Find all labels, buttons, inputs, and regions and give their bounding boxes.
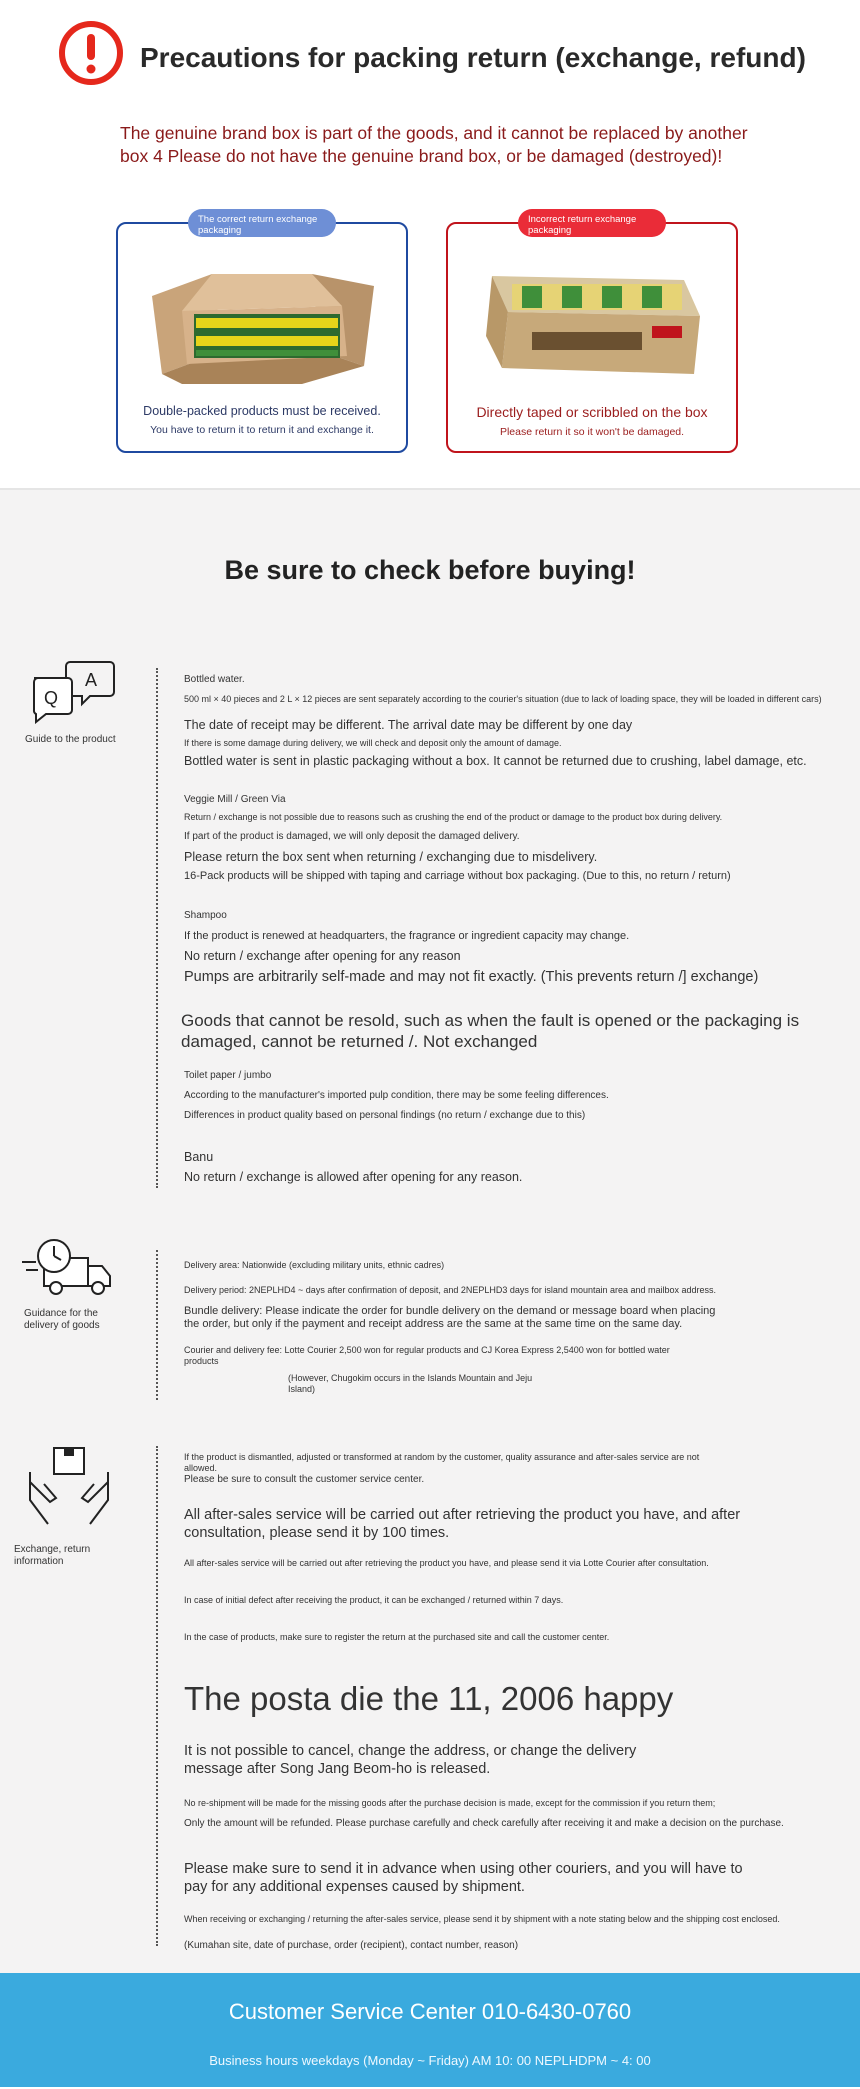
water-line-4: Bottled water is sent in plastic packaging without a box. It cannot be returned due to crushing, label damage, etc. — [184, 754, 807, 768]
product-guide-divider — [156, 668, 158, 1188]
exchange-line-6: In the case of products, make sure to register the return at the purchased site and call the customer center. — [184, 1632, 610, 1642]
delivery-note: (However, Chugokim occurs in the Islands Mountain and Jeju Island) — [288, 1373, 533, 1394]
exchange-divider — [156, 1446, 158, 1946]
delivery-guide-label: Guidance for the delivery of goods — [24, 1308, 100, 1331]
exchange-line-8: No re-shipment will be made for the missing goods after the purchase decision is made, except for the commission if you return them; — [184, 1798, 716, 1808]
exchange-big-heading: The posta die the 11, 2006 happy — [184, 1680, 674, 1717]
exchange-line-2: Please be sure to consult the customer service center. — [184, 1474, 425, 1485]
open-cardboard-box-image — [142, 256, 382, 386]
toilet-paper-title: Toilet paper / jumbo — [184, 1070, 272, 1081]
veggie-line-1: Return / exchange is not possible due to reasons such as crushing the end of the product or damage to the product box during delivery. — [184, 812, 723, 822]
not-resold-notice: Goods that cannot be resold, such as when the fault is opened or the packaging is damaged, cannot be returned /. Not exchanged — [181, 1011, 800, 1051]
incorrect-packaging-pill: Incorrect return exchange packaging — [518, 209, 666, 237]
correct-packaging-caption: Double-packed products must be received. — [143, 404, 381, 418]
water-line-2: The date of receipt may be different. The arrival date may be different by one day — [184, 718, 633, 732]
exchange-line-1: If the product is dismantled, adjusted or transformed at random by the customer, quality assurance and after-sales service are not allowed. — [184, 1452, 700, 1473]
check-before-buying-title: Be sure to check before buying! — [224, 555, 636, 585]
exclamation-warning-icon — [58, 20, 124, 86]
correct-packaging-card — [116, 214, 408, 453]
hands-holding-box-icon — [26, 1442, 112, 1526]
exchange-line-12: (Kumahan site, date of purchase, order (recipient), contact number, reason) — [184, 1940, 519, 1951]
veggie-title: Veggie Mill / Green Via — [184, 794, 286, 805]
correct-packaging-pill: The correct return exchange packaging — [188, 209, 336, 237]
check-before-buying-section — [0, 488, 860, 1973]
veggie-line-3: Please return the box sent when returning / exchanging due to misdelivery. — [184, 850, 598, 864]
exchange-line-9: Only the amount will be refunded. Please purchase carefully and check carefully after receiving it and make a decision on the purchase. — [184, 1818, 784, 1829]
shampoo-line-1: If the product is renewed at headquarters, the fragrance or ingredient capacity may change. — [184, 930, 630, 942]
exchange-line-3: All after-sales service will be carried out after retrieving the product you have, and after consultation, please send it by 100 times. — [184, 1507, 741, 1541]
exchange-line-4: All after-sales service will be carried out after retrieving the product you have, and please send it via Lotte Courier after consultation. — [184, 1558, 709, 1568]
incorrect-packaging-caption: Directly taped or scribbled on the box — [476, 404, 708, 420]
svg-text:A: A — [85, 670, 98, 690]
delivery-divider — [156, 1250, 158, 1400]
exchange-line-5: In case of initial defect after receiving the product, it can be exchanged / returned within 7 days. — [184, 1595, 564, 1605]
precautions-warning-text: The genuine brand box is part of the goods, and it cannot be replaced by another box 4 Please do not have the genuine brand box, or be damaged (destroyed)! — [120, 123, 748, 166]
water-line-1: 500 ml × 40 pieces and 2 L × 12 pieces are sent separately according to the courier's situation (due to lack of loading space, they will be loaded in different cars) — [184, 694, 822, 704]
water-title: Bottled water. — [184, 674, 245, 685]
precautions-section — [0, 0, 860, 488]
precautions-title: Precautions for packing return (exchange, refund) — [140, 42, 806, 73]
bundle-delivery: Bundle delivery: Please indicate the order for bundle delivery on the demand or message board when placing the order, but only if the payment and receipt address are the same at the same time on the same day. — [184, 1305, 716, 1330]
delivery-fee: Courier and delivery fee: Lotte Courier 2,500 won for regular products and CJ Korea Express 2,5400 won for bottled water products — [184, 1345, 670, 1366]
shampoo-line-2: No return / exchange after opening for any reason — [184, 949, 461, 963]
shampoo-title: Shampoo — [184, 910, 227, 921]
veggie-line-2: If part of the product is damaged, we will only deposit the damaged delivery. — [184, 831, 520, 842]
shampoo-line-3: Pumps are arbitrarily self-made and may not fit exactly. (This prevents return /] exchange) — [184, 969, 759, 985]
incorrect-packaging-subcaption: Please return it so it won't be damaged. — [499, 426, 685, 438]
exchange-line-10: Please make sure to send it in advance when using other couriers, and you will have to pay for any additional expenses caused by shipment. — [184, 1861, 743, 1895]
taped-box-image — [472, 256, 712, 386]
business-hours: Business hours weekdays (Monday ~ Friday) AM 10: 00 NEPLHDPM ~ 4: 00 — [209, 2053, 651, 2068]
veggie-line-4: 16-Pack products will be shipped with taping and carriage without box packaging. (Due to this, no return / return) — [184, 870, 731, 882]
product-bottles-grid — [194, 314, 340, 358]
exchange-line-7: It is not possible to cancel, change the address, or change the delivery message after Song Jang Beom-ho is released. — [184, 1743, 637, 1777]
incorrect-packaging-card — [446, 214, 738, 453]
exchange-line-11: When receiving or exchanging / returning the after-sales service, please send it by shipment with a note stating below and the shipping cost enclosed. — [184, 1914, 780, 1924]
toilet-paper-line-1: According to the manufacturer's imported pulp condition, there may be some feeling differences. — [184, 1090, 609, 1101]
banu-line-1: No return / exchange is allowed after opening for any reason. — [184, 1170, 523, 1184]
delivery-truck-clock-icon — [22, 1238, 114, 1298]
product-guide-label: Guide to the product — [25, 734, 116, 745]
qa-speech-bubbles-icon — [30, 658, 116, 724]
correct-packaging-subcaption: You have to return it to return it and exchange it. — [150, 424, 374, 436]
banu-title: Banu — [184, 1150, 214, 1164]
customer-service-phone: Customer Service Center 010-6430-0760 — [228, 1999, 632, 2024]
svg-text:Q: Q — [44, 688, 59, 708]
toilet-paper-line-2: Differences in product quality based on personal findings (no return / exchange due to this) — [184, 1110, 586, 1121]
delivery-area: Delivery area: Nationwide (excluding military units, ethnic cadres) — [184, 1260, 445, 1270]
exchange-return-label: Exchange, return information — [14, 1544, 91, 1567]
delivery-period: Delivery period: 2NEPLHD4 ~ days after confirmation of deposit, and 2NEPLHD3 days for island mountain area and mailbox address. — [184, 1285, 717, 1295]
water-line-3: If there is some damage during delivery, we will check and deposit only the amount of damage. — [184, 738, 562, 748]
customer-service-footer — [0, 1973, 860, 2087]
